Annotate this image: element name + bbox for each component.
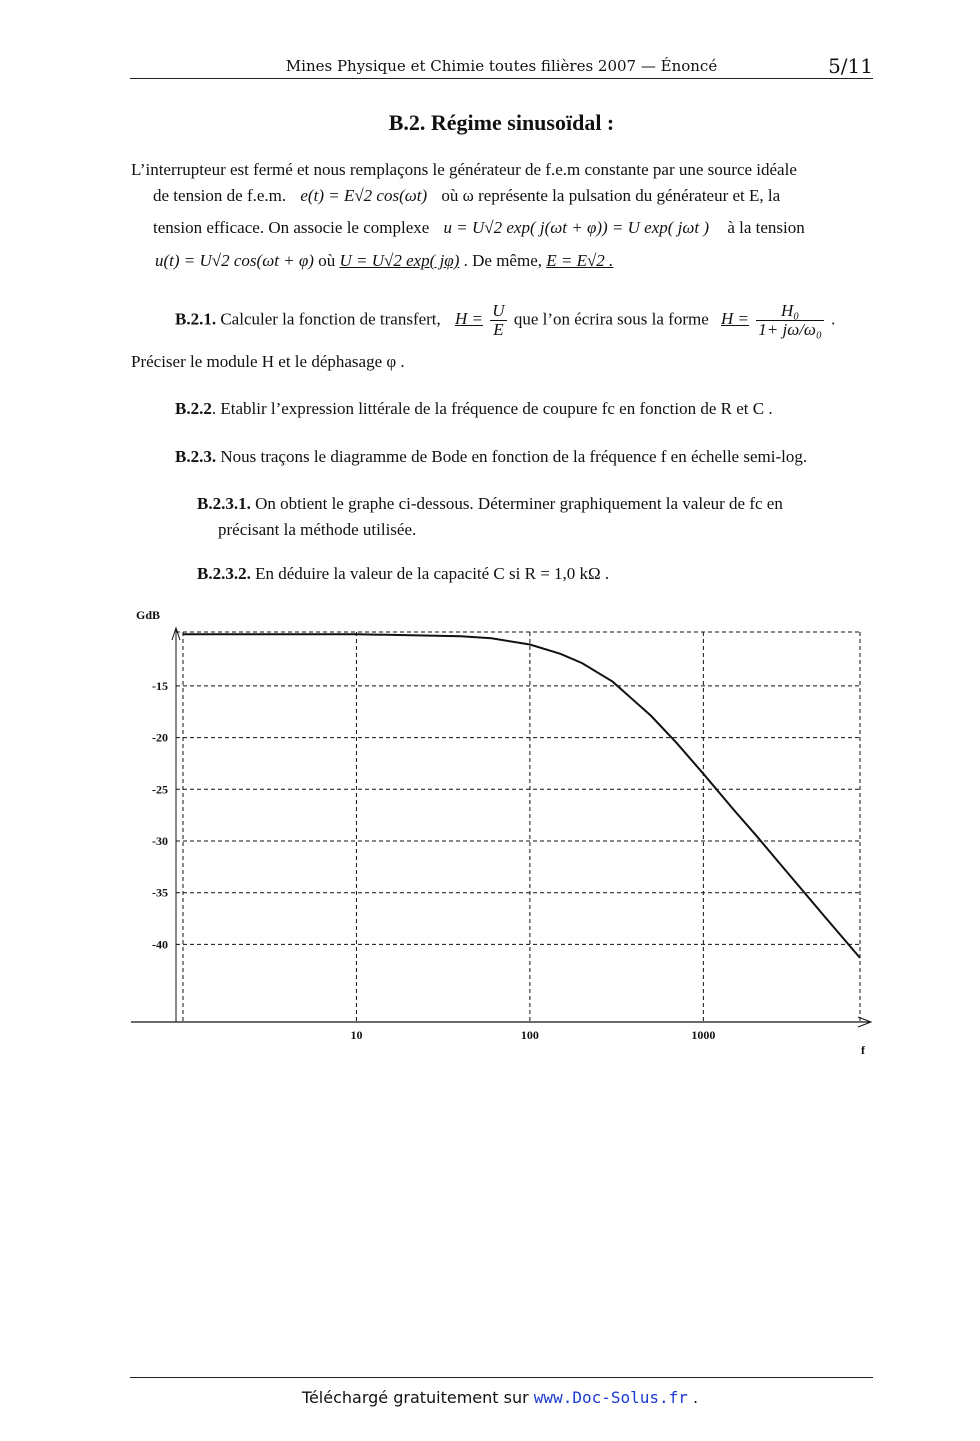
y-tick-label: -40 (152, 937, 168, 952)
intro-text: où ω représente la pulsation du générateur et E, la (441, 186, 781, 205)
intro-text: tension efficace. On associe le complexe (153, 218, 430, 237)
intro-text: à la tension (727, 218, 805, 237)
question-text: En déduire la valeur de la capacité C si R = 1,0 kΩ . (255, 564, 610, 583)
equation: E = E√2 . (546, 251, 614, 270)
equation: H = (455, 309, 484, 329)
fraction-numerator: H₀ (756, 302, 824, 321)
intro-text: où (318, 251, 336, 270)
intro-text: de tension de f.e.m. (153, 186, 287, 205)
y-tick-label: -30 (152, 834, 168, 849)
fraction-denominator: E (493, 320, 504, 339)
footer-link[interactable]: www.Doc-Solus.fr (533, 1388, 688, 1407)
x-tick-label: 10 (350, 1028, 363, 1042)
equation: u = U√2 exp( j(ωt + φ)) = U exp( jωt ) (443, 218, 710, 237)
x-tick-label: 100 (520, 1028, 539, 1042)
punctuation: . (831, 309, 836, 329)
page-footer (0, 1388, 980, 1407)
header-title: Mines Physique et Chimie toutes filières 2007 — Énoncé (285, 57, 718, 75)
fraction-numerator: U (492, 301, 505, 320)
y-tick-label: -35 (152, 885, 168, 900)
equation: H = (721, 309, 750, 329)
footer-text: Téléchargé gratuitement sur (301, 1388, 529, 1407)
question-number: B.2.3.1. (197, 494, 251, 513)
question-text: Calculer la fonction de transfert, (220, 309, 441, 329)
question-text: que l’on écrira sous la forme (513, 309, 709, 329)
question-b221-line-2: Préciser le module H et le déphasage φ . (131, 352, 405, 371)
question-text: Nous traçons le diagramme de Bode en fonction de la fréquence f en échelle semi-log. (220, 447, 808, 466)
x-axis-label: f (861, 1043, 865, 1057)
intro-line-1: L’interrupteur est fermé et nous remplaçons le générateur de f.e.m constante par une source idéale (131, 160, 797, 179)
question-b2231-line-2: précisant la méthode utilisée. (218, 520, 417, 539)
y-tick-label: -20 (152, 730, 168, 745)
question-number: B.2.3.2. (197, 564, 251, 583)
question-number: B.2.1. (175, 309, 217, 329)
intro-text: . De même, (463, 251, 542, 270)
page-number: 5/11 (828, 54, 873, 78)
section-title: B.2. Régime sinusoïdal : (388, 110, 615, 135)
question-text: . Etablir l’expression littérale de la fréquence de coupure fc en fonction de R et C . (211, 399, 773, 418)
equation: e(t) = E√2 cos(ωt) (300, 186, 428, 205)
footer-divider (130, 1377, 873, 1378)
question-number: B.2.3. (175, 447, 217, 466)
question-text: On obtient le graphe ci-dessous. Déterminer graphiquement la valeur de fc en (255, 494, 783, 513)
y-tick-label: -15 (152, 678, 168, 693)
equation: U = U√2 exp( jφ) (339, 251, 460, 270)
x-tick-label: 1000 (691, 1028, 716, 1042)
fraction-denominator: 1+ jω/ω₀ (758, 320, 822, 339)
equation: u(t) = U√2 cos(ωt + φ) (155, 251, 314, 270)
y-axis-label: GdB (136, 608, 161, 622)
gain-curve (183, 634, 860, 958)
y-tick-label: -25 (152, 782, 168, 797)
footer-end: . (687, 1388, 699, 1407)
question-number: B.2.2 (175, 399, 212, 418)
